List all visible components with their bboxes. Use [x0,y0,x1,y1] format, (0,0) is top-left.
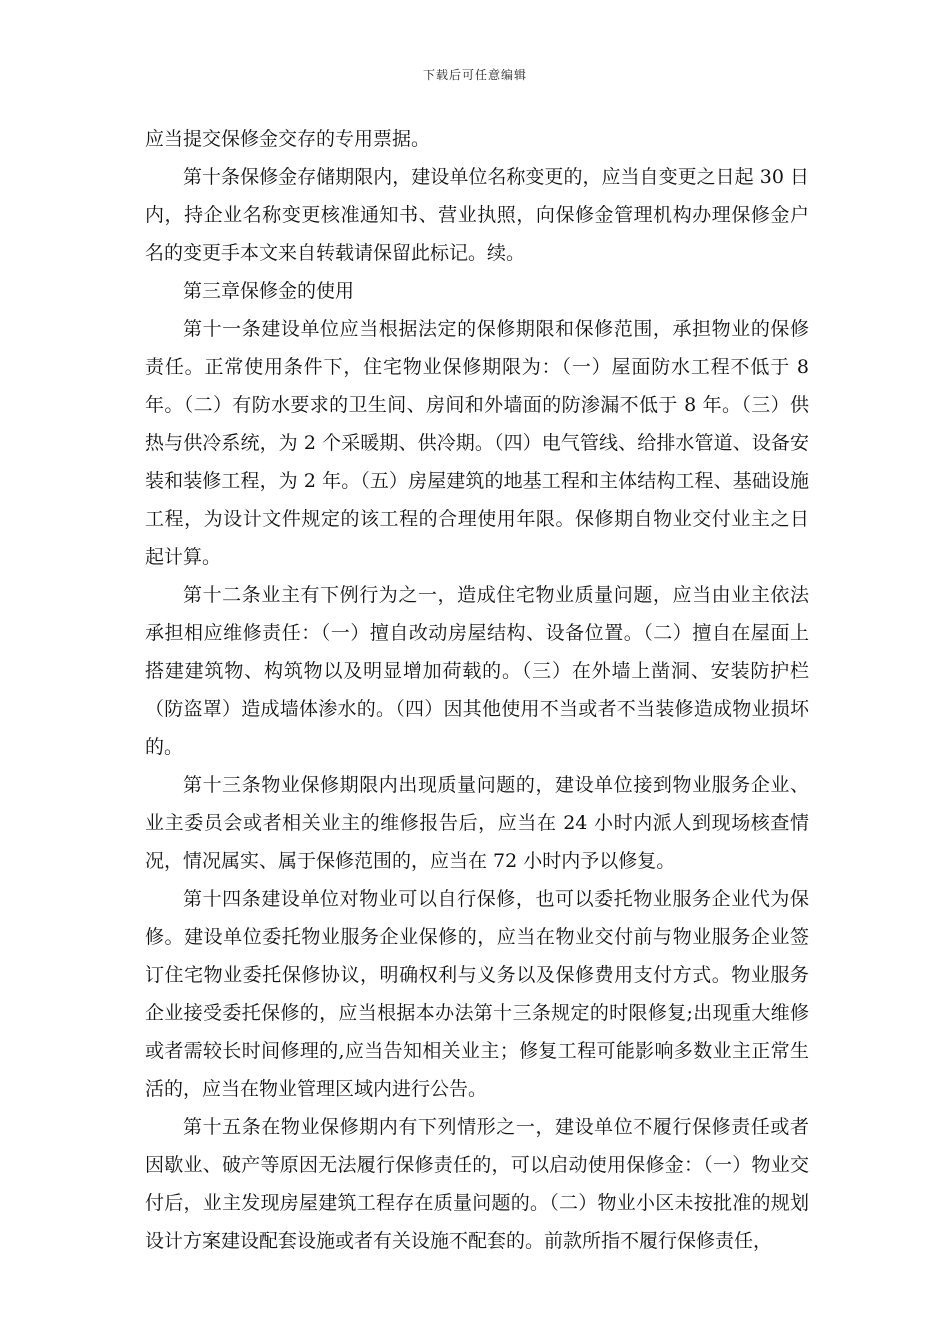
page-header: 下载后可任意编辑 [422,68,527,82]
paragraph-article-13: 第十三条物业保修期限内出现质量问题的，建设单位接到物业服务企业、业主委员会或者相关业主的维修报告后，应当在 24 小时内派人到现场核查情况，情况属实、属于保修范围的，应当在 72 小时内予以修复。 [145,774,809,872]
chapter-heading: 第三章保修金的使用 [183,280,355,302]
paragraph-continuation: 应当提交保修金交存的专用票据。 [145,128,431,150]
document-body [145,120,809,1260]
paragraph-article-14: 第十四条建设单位对物业可以自行保修，也可以委托物业服务企业代为保修。建设单位委托物业服务企业保修的，应当在物业交付前与物业服务企业签订住宅物业委托保修协议，明确权利与义务以及保修费用支付方式。物业服务企业接受委托保修的，应当根据本办法第十三条规定的时限修复;出现重大维修或者需较长时间修理的,应当告知相关业主；修复工程可能影响多数业主正常生活的，应当在物业管理区域内进行公告。 [145,888,809,1100]
paragraph-article-15: 第十五条在物业保修期内有下列情形之一，建设单位不履行保修责任或者因歇业、破产等原因无法履行保修责任的，可以启动使用保修金：（一）物业交付后，业主发现房屋建筑工程存在质量问题的。（二）物业小区未按批准的规划设计方案建设配套设施或者有关设施不配套的。前款所指不履行保修责任， [145,1116,809,1252]
paragraph-article-10: 第十条保修金存储期限内，建设单位名称变更的，应当自变更之日起 30 日内，持企业名称变更核准通知书、营业执照，向保修金管理机构办理保修金户名的变更手本文来自转载请保留此标记。续。 [145,166,809,264]
paragraph-article-11: 第十一条建设单位应当根据法定的保修期限和保修范围，承担物业的保修责任。正常使用条件下，住宅物业保修期限为：（一）屋面防水工程不低于 8 年。（二）有防水要求的卫生间、房间和外墙面的防渗漏不低于 8 年。（三）供热与供冷系统，为 2 个采暖期、供冷期。（四）电气管线、给排水管道、设备安装和装修工程，为 2 年。（五）房屋建筑的地基工程和主体结构工程、基础设施工程，为设计文件规定的该工程的合理使用年限。保修期自物业交付业主之日起计算。 [145,318,809,568]
paragraph-article-12: 第十二条业主有下例行为之一，造成住宅物业质量问题，应当由业主依法承担相应维修责任：（一）擅自改动房屋结构、设备位置。（二）擅自在屋面上搭建建筑物、构筑物以及明显增加荷载的。（三）在外墙上凿洞、安装防护栏（防盗罩）造成墙体渗水的。（四）因其他使用不当或者不当装修造成物业损坏的。 [145,584,809,758]
